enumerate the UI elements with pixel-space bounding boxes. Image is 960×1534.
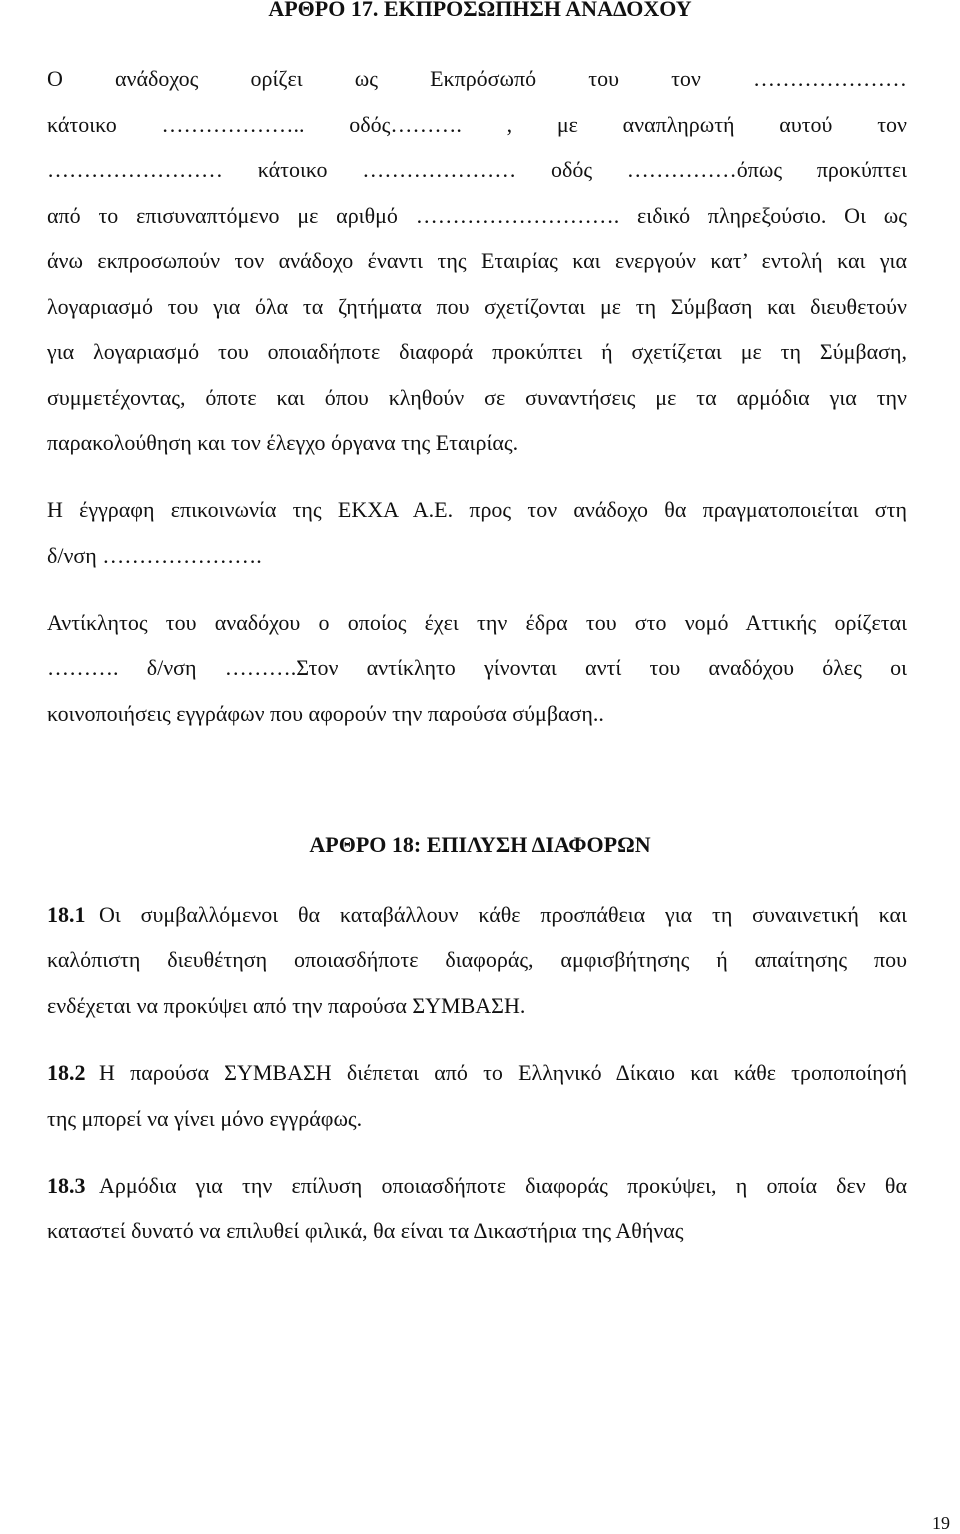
representative-line: ………. δ/νση ……….Στον αντίκλητο γίνονται αντί του αναδόχου όλες οι <box>47 655 907 680</box>
article-17-line: …………………… κάτοικο ………………… οδός ……………όπως προκύπτει <box>47 157 907 182</box>
article-17-line: συμμετέχοντας, όποτε και όπου κληθούν σε συναντήσεις με τα αρμόδια για την <box>47 385 907 410</box>
clause-text: Οι συμβαλλόμενοι θα καταβάλλουν κάθε προσπάθεια για τη συναινετική και <box>99 902 907 927</box>
clause-line: της μπορεί να γίνει μόνο εγγράφως. <box>47 1106 363 1131</box>
article-17-line: για λογαριασμό του οποιαδήποτε διαφορά προκύπτει ή σχετίζεται με τη Σύμβαση, <box>47 339 907 364</box>
communication-line: δ/νση …………………. <box>47 543 262 568</box>
article-17-line: κάτοικο ……………….. οδός………. , με αναπληρωτή αυτού τον <box>47 112 907 137</box>
clause-text: Αρμόδια για την επίλυση οποιασδήποτε διαφοράς προκύψει, η οποία δεν θα <box>99 1173 907 1198</box>
clause-text: Η παρούσα ΣΥΜΒΑΣΗ διέπεται από το Ελληνικό Δίκαιο και κάθε τροποποίησή <box>99 1060 907 1085</box>
clause-18-1-first-line <box>47 902 907 928</box>
article-17-line: λογαριασμό του για όλα τα ζητήματα που σχετίζονται με τη Σύμβαση και διευθετούν <box>47 294 907 319</box>
clause-number: 18.1 <box>47 902 86 927</box>
clause-line: καταστεί δυνατό να επιλυθεί φιλικά, θα είναι τα Δικαστήρια της Αθήνας <box>47 1218 684 1243</box>
clause-18-3-first-line <box>47 1173 907 1199</box>
article-17-title: ΑΡΘΡΟ 17. ΕΚΠΡΟΣΩΠΗΣΗ ΑΝΑΔΟΧΟΥ <box>268 0 692 21</box>
clause-line: καλόπιστη διευθέτηση οποιασδήποτε διαφοράς, αμφισβήτησης ή απαίτησης που <box>47 947 907 972</box>
page-number: 19 <box>932 1513 950 1533</box>
article-17-line: από το επισυναπτόμενο με αριθμό ………………………. ειδικό πληρεξούσιο. Οι ως <box>47 203 907 228</box>
article-18-title: ΑΡΘΡΟ 18: ΕΠΙΛΥΣΗ ΔΙΑΦΟΡΩΝ <box>309 832 651 857</box>
article-17-line: παρακολούθηση και τον έλεγχο όργανα της Εταιρίας. <box>47 430 519 455</box>
representative-line: Αντίκλητος του αναδόχου ο οποίος έχει την έδρα του στο νομό Αττικής ορίζεται <box>47 610 907 635</box>
communication-line: Η έγγραφη επικοινωνία της ΕΚΧΑ Α.Ε. προς τον ανάδοχο θα πραγματοποιείται στη <box>47 497 907 522</box>
clause-number: 18.3 <box>47 1173 86 1198</box>
clause-18-2-first-line <box>47 1060 907 1086</box>
article-17-line: άνω εκπροσωπούν τον ανάδοχο έναντι της Εταιρίας και ενεργούν κατ’ εντολή και για <box>47 248 907 273</box>
representative-line: κοινοποιήσεις εγγράφων που αφορούν την παρούσα σύμβαση.. <box>47 701 604 726</box>
clause-line: ενδέχεται να προκύψει από την παρούσα ΣΥΜΒΑΣΗ. <box>47 993 526 1018</box>
article-17-line: Ο ανάδοχος ορίζει ως Εκπρόσωπό του τον ………………… <box>47 66 907 91</box>
clause-number: 18.2 <box>47 1060 86 1085</box>
